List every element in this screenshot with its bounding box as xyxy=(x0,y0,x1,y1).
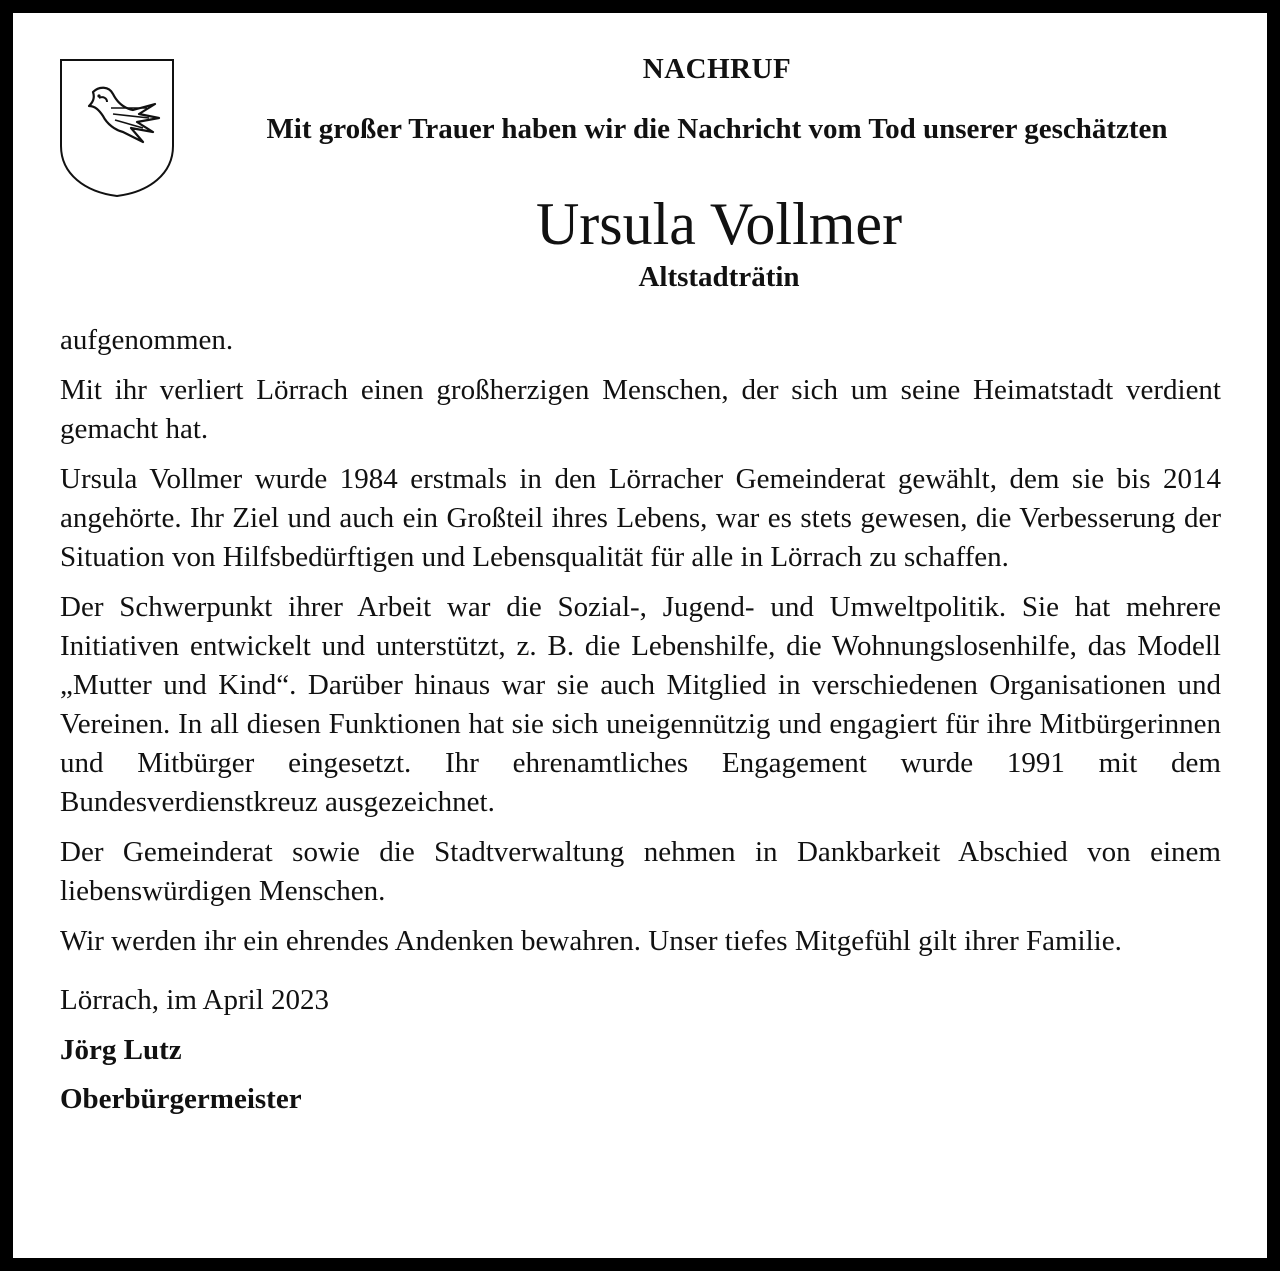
signer-name: Jörg Lutz xyxy=(60,1034,182,1066)
body-paragraph: Der Gemeinderat sowie die Stadtverwaltung nehmen in Dankbarkeit Abschied von einem liebenswürdigen Menschen. xyxy=(60,836,1221,907)
place-and-date: Lörrach, im April 2023 xyxy=(60,984,330,1016)
body-paragraph: Der Schwerpunkt ihrer Arbeit war die Sozial-, Jugend- und Umweltpolitik. Sie hat mehrere Initiativen entwickelt und unterstützt, z. B. die Lebenshilfe, die Wohnungslosenhilfe, das Modell „Mutter und Kind“. Darüber hinaus war sie auch Mitglied in verschiedenen Organisationen und Vereinen. In all diesen Funktionen hat sie sich uneigennützig und engagiert für ihre Mitbürgerinnen und Mitbürger eingesetzt. Ihr ehrenamtliches Engagement wurde 1991 mit dem Bundesverdienstkreuz ausgezeichnet. xyxy=(60,591,1221,818)
notice-body xyxy=(60,321,1221,1129)
coat-of-arms-bird-icon xyxy=(59,58,175,198)
body-paragraph: Wir werden ihr ein ehrendes Andenken bewahren. Unser tiefes Mitgefühl gilt ihrer Familie. xyxy=(60,925,1122,957)
notice-heading: NACHRUF xyxy=(642,53,792,85)
notice-header xyxy=(213,51,1221,147)
body-paragraph: Ursula Vollmer wurde 1984 erstmals in den Lörracher Gemeinderat gewählt, dem sie bis 2014 angehörte. Ihr Ziel und auch ein Großteil ihres Lebens, war es stets gewesen, die Verbesserung der Situation von Hilfsbedürftigen und Lebensqualität für alle in Lörrach zu schaffen. xyxy=(60,463,1221,573)
deceased-role: Altstadträtin xyxy=(638,261,800,293)
signer-title: Oberbürgermeister xyxy=(60,1083,302,1115)
body-paragraph: Mit ihr verliert Lörrach einen großherzigen Menschen, der sich um seine Heimatstadt verdient gemacht hat. xyxy=(60,374,1221,445)
intro-sentence: Mit großer Trauer haben wir die Nachricht vom Tod unserer geschätzten xyxy=(266,113,1168,145)
opening-line: aufgenommen. xyxy=(60,324,234,356)
signature-block xyxy=(60,1031,1221,1118)
deceased-name: Ursula Vollmer xyxy=(535,191,903,257)
